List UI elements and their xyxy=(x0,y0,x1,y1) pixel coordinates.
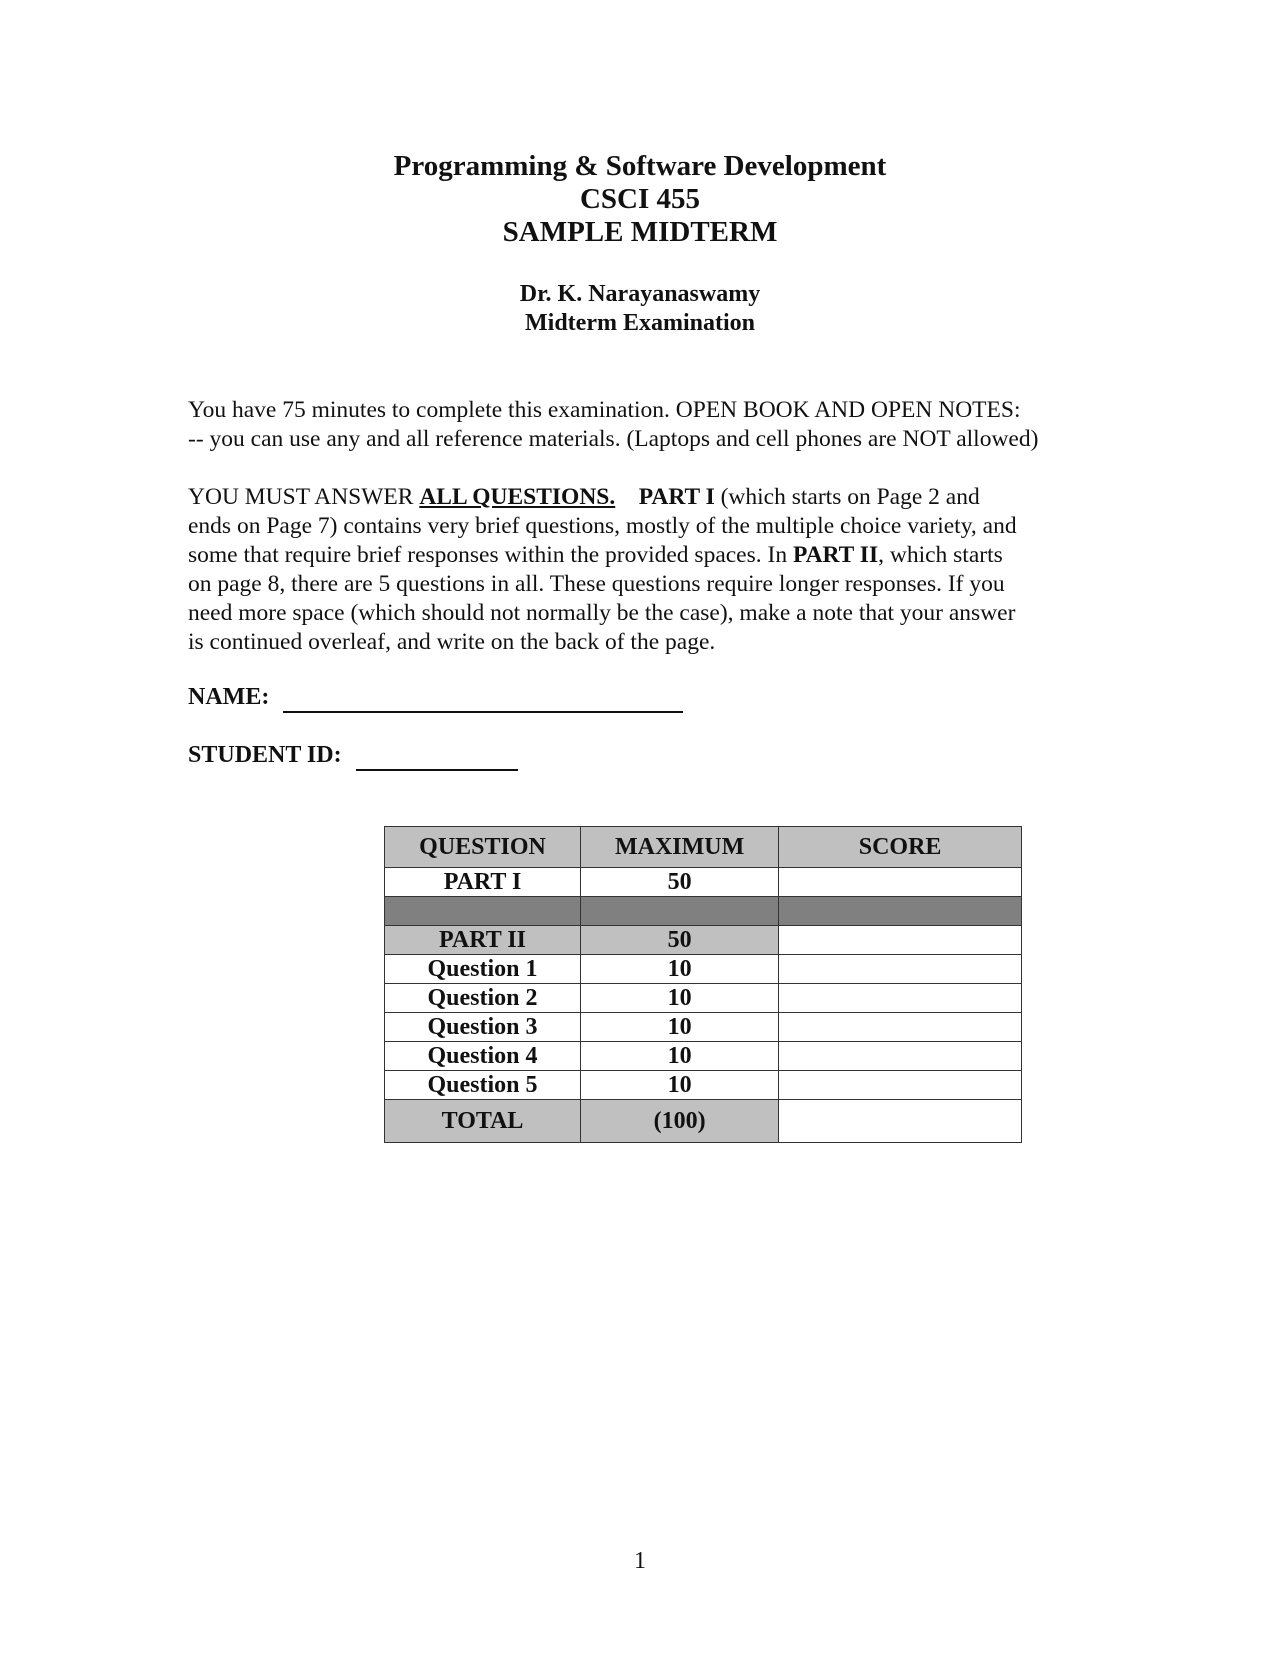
instruction-line: ends on Page 7) contains very brief questions, mostly of the multiple choice variety, and xyxy=(188,513,1017,539)
row-max: 10 xyxy=(581,984,779,1013)
score-cell[interactable] xyxy=(779,1042,1022,1071)
score-cell[interactable] xyxy=(779,955,1022,984)
row-max: 10 xyxy=(581,955,779,984)
instruction-line: on page 8, there are 5 questions in all. These questions require longer responses. If you xyxy=(188,571,1005,597)
row-max: 10 xyxy=(581,1042,779,1071)
table-row xyxy=(385,1042,1022,1071)
row-max: 50 xyxy=(581,868,779,897)
all-questions-emphasis: ALL QUESTIONS. xyxy=(419,484,616,510)
instruction-line: You have 75 minutes to complete this examination. OPEN BOOK AND OPEN NOTES: xyxy=(188,397,1021,423)
row-label: PART I xyxy=(385,868,581,897)
part-one-label: PART I xyxy=(638,484,715,510)
instruction-line xyxy=(188,483,1108,512)
course-name: Programming & Software Development xyxy=(393,150,887,182)
instruction-line: is continued overleaf, and write on the back of the page. xyxy=(188,629,716,655)
instruction-line xyxy=(188,541,1108,570)
table-row xyxy=(385,984,1022,1013)
row-label: Question 4 xyxy=(385,1042,581,1071)
table-row xyxy=(385,926,1022,955)
total-row xyxy=(385,1100,1022,1143)
row-label: Question 5 xyxy=(385,1071,581,1100)
separator-cell xyxy=(779,897,1022,926)
table-row xyxy=(385,1013,1022,1042)
row-max: 10 xyxy=(581,1013,779,1042)
header-score: SCORE xyxy=(779,827,1022,868)
table-row xyxy=(385,1071,1022,1100)
instruction-text: (which starts on Page 2 and xyxy=(714,484,980,510)
instruction-line: -- you can use any and all reference materials. (Laptops and cell phones are NOT allowed) xyxy=(188,426,1039,452)
page-number: 1 xyxy=(634,1548,646,1574)
header-question: QUESTION xyxy=(385,827,581,868)
exam-type: Midterm Examination xyxy=(525,310,755,336)
total-max: (100) xyxy=(581,1100,779,1143)
row-max: 10 xyxy=(581,1071,779,1100)
score-cell[interactable] xyxy=(779,1013,1022,1042)
table-row xyxy=(385,868,1022,897)
exam-title: SAMPLE MIDTERM xyxy=(502,216,778,248)
score-table xyxy=(384,826,1022,1143)
separator-row xyxy=(385,897,1022,926)
separator-cell xyxy=(385,897,581,926)
student-id-blank[interactable] xyxy=(356,742,518,771)
row-max: 50 xyxy=(581,926,779,955)
student-id-label: STUDENT ID: xyxy=(188,742,342,768)
row-label: PART II xyxy=(385,926,581,955)
answer-instructions xyxy=(188,483,1108,657)
score-cell[interactable] xyxy=(779,926,1022,955)
table-header-row xyxy=(385,827,1022,868)
student-id-field xyxy=(188,742,518,771)
row-label: Question 3 xyxy=(385,1013,581,1042)
instruction-line: need more space (which should not normally be the case), make a note that your answer xyxy=(188,600,1016,626)
total-label: TOTAL xyxy=(385,1100,581,1143)
time-instructions xyxy=(188,396,1108,454)
row-label: Question 2 xyxy=(385,984,581,1013)
course-code: CSCI 455 xyxy=(579,183,701,215)
row-label: Question 1 xyxy=(385,955,581,984)
instruction-text: YOU MUST ANSWER xyxy=(188,484,420,510)
score-cell[interactable] xyxy=(779,1071,1022,1100)
part-two-label: PART II xyxy=(792,542,879,568)
table-row xyxy=(385,955,1022,984)
score-cell[interactable] xyxy=(779,868,1022,897)
instructor-block xyxy=(0,280,1280,338)
score-cell[interactable] xyxy=(779,984,1022,1013)
instructor-name: Dr. K. Narayanaswamy xyxy=(519,281,761,307)
instruction-text: some that require brief responses within the provided spaces. In xyxy=(188,542,793,568)
separator-cell xyxy=(581,897,779,926)
name-field xyxy=(188,684,683,713)
total-score-cell[interactable] xyxy=(779,1100,1022,1143)
instruction-text: , which starts xyxy=(878,542,1003,568)
name-label: NAME: xyxy=(188,684,270,710)
title-block xyxy=(0,150,1280,249)
header-maximum: MAXIMUM xyxy=(581,827,779,868)
name-blank[interactable] xyxy=(283,684,683,713)
